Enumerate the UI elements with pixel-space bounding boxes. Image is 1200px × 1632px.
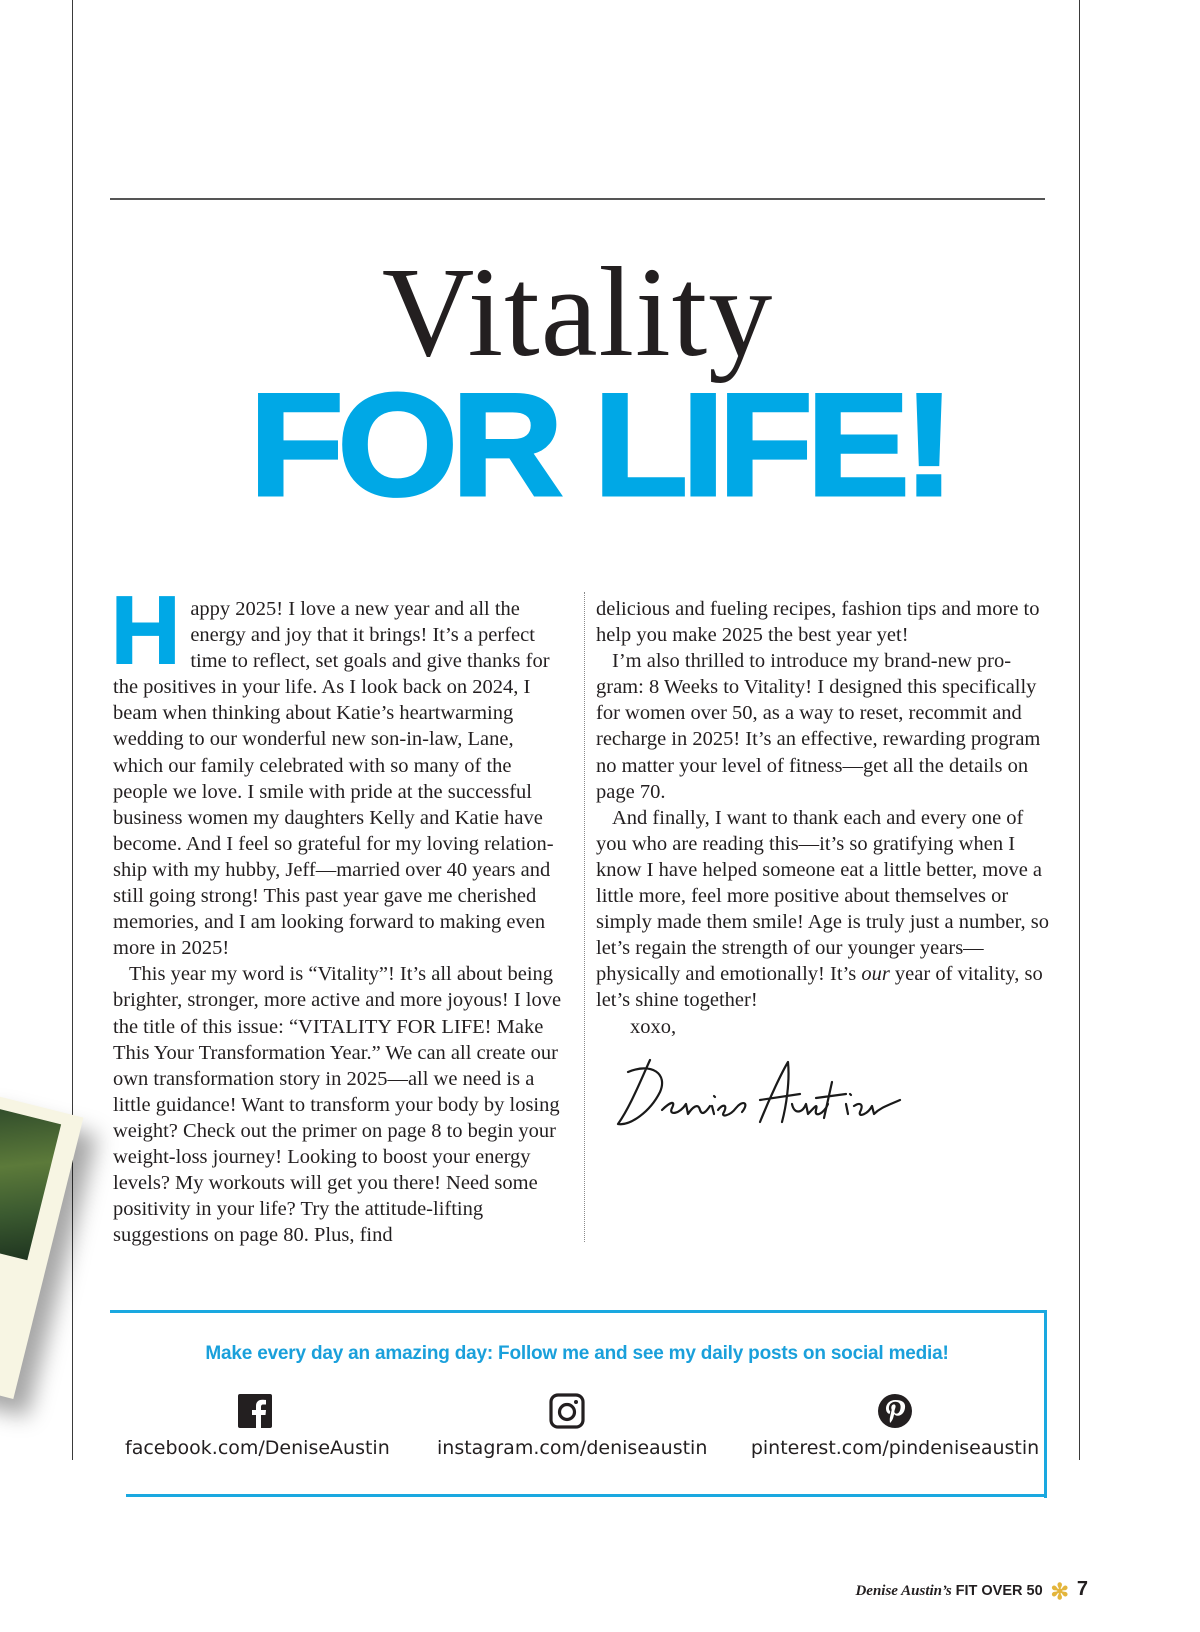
- asterisk-icon: ✻: [1050, 1579, 1069, 1604]
- column-divider-dotted: [584, 592, 585, 1242]
- article-column-left: [111, 577, 563, 1248]
- paragraph-text: year of vitality, so let’s shine together!: [596, 963, 1043, 1012]
- article-paragraph: [111, 577, 563, 961]
- signature-icon: [610, 1052, 910, 1132]
- social-link-facebook[interactable]: [125, 1393, 390, 1459]
- facebook-url: facebook.com/DeniseAustin: [125, 1437, 390, 1459]
- social-headline: Make every day an amazing day: Follow me and see my daily posts on social media!: [205, 1343, 949, 1364]
- article-paragraph: [596, 805, 1051, 1014]
- instagram-icon: [549, 1393, 585, 1429]
- facebook-icon: [237, 1393, 273, 1429]
- photo-image: [0, 1105, 61, 1260]
- page-footer: [855, 1578, 1088, 1605]
- footer-brand-italic: Denise Austin’s: [855, 1583, 952, 1599]
- article-paragraph: delicious and fueling recipes, fashion tips and more to help you make 2025 the best year yet!: [596, 598, 1040, 647]
- footer-brand-bold: FIT OVER 50: [955, 1583, 1043, 1599]
- emphasis-text: our: [861, 963, 890, 986]
- pinterest-icon: [877, 1393, 913, 1429]
- instagram-url: instagram.com/deniseaustin: [437, 1437, 708, 1459]
- headline-vitality: Vitality: [381, 241, 774, 383]
- top-divider-rule: [110, 198, 1045, 200]
- pinterest-url: pinterest.com/pindeniseaustin: [750, 1437, 1040, 1459]
- page-edge-line-left: [72, 0, 73, 1460]
- social-box-bottom-border: [126, 1494, 1047, 1497]
- adjacent-page-photo: [0, 1091, 83, 1399]
- dropcap: H: [111, 577, 181, 684]
- social-link-pinterest[interactable]: [745, 1393, 1045, 1459]
- social-media-box: [110, 1310, 1047, 1498]
- page-number: 7: [1076, 1578, 1088, 1600]
- article-column-right: [596, 596, 1051, 1040]
- signoff: xoxo,: [630, 1015, 677, 1038]
- paragraph-text: And finally, I want to thank each and every one of you who are reading this—it’s so gratifying when I know I have helped someone eat a little better, move a little more, feel more positive about themselves or simply made them smile! Age is truly just a number, so let’s regain the strength of our younger years—physically and emotionally! It’s: [596, 806, 1049, 986]
- social-link-instagram[interactable]: [437, 1393, 708, 1459]
- paragraph-text: appy 2025! I love a new year and all the energy and joy that it brings! It’s a perfect time to reflect, set goals and give thanks for the positives in your life. As I look back on 2024, I beam when thinking about Katie’s heartwarming wedding to our wonderful new son-in-law, Lane, which our family celebrated with so many of the people we love. I smile with pride at the successful business women my daughters Kelly and Katie have become. And I feel so grateful for my loving relation-ship with my hubby, Jeff—married over 40 years and still going strong! This past year gave me cherished memories, and I am looking forward to making even more in 2025!: [113, 598, 554, 960]
- article-paragraph: This year my word is “Vitality”! It’s all about being brighter, stronger, more active and more joyous! I love the title of this issue: “VITALITY FOR LIFE! Make This Your Transformation Year.” We can all create our own transformation story in 2025—all we need is a little guidance! Want to transform your body by losing weight? Check out the primer on page 8 to begin your weight-loss journey! Looking to boost your energy levels? My workouts will get you there! Need some positivity in your life? Try the attitude-lifting suggestions on page 80. Plus, find: [113, 963, 562, 1247]
- article-paragraph: I’m also thrilled to introduce my brand-new pro-gram: 8 Weeks to Vitality! I designed this specifically for women over 50, as a way to reset, recommit and recharge in 2025! It’s an effective, rewarding program no matter your level of fitness—get all the details on page 70.: [596, 650, 1041, 803]
- page-edge-line-right: [1079, 0, 1080, 1460]
- headline-for-life: FOR LIFE!: [249, 363, 949, 526]
